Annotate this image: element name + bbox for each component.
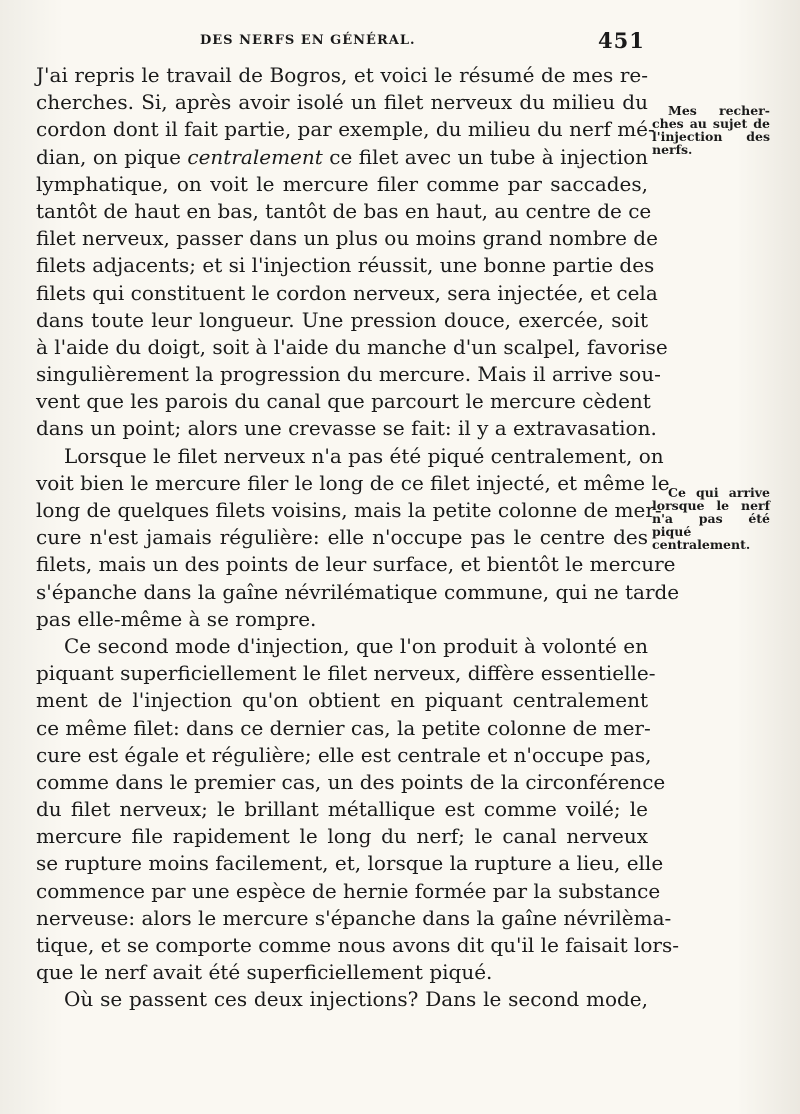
text-line: mercure file rapidement le long du nerf; le canal nerveux: [36, 824, 648, 849]
margin-note-line: centralement.: [652, 537, 751, 552]
margin-note-non-central: [652, 486, 770, 551]
text-line: cure n'est jamais régulière: elle n'occupe pas le centre des: [36, 525, 648, 550]
margin-note-line: Ce qui arrive: [668, 485, 770, 500]
text-line: J'ai repris le travail de Bogros, et voici le résumé de mes re-: [36, 63, 648, 87]
text-line: filet nerveux, passer dans un plus ou moins grand nombre de: [36, 226, 658, 251]
text-line: ment de l'injection qu'on obtient en piquant centralement: [36, 688, 648, 713]
text-line: dans toute leur longueur. Une pression douce, exercée, soit: [36, 307, 648, 332]
text-line: comme dans le premier cas, un des points de la circonférence: [36, 769, 666, 794]
margin-note-research: [652, 104, 770, 156]
text-line: tantôt de haut en bas, tantôt de bas en haut, au centre de ce: [36, 198, 652, 223]
running-head: DES NERFS EN GÉNÉRAL.: [200, 33, 416, 48]
text-line: s'épanche dans la gaîne névrilématique commune, qui ne tarde: [36, 579, 680, 604]
text-line: piquant superficiellement le filet nerveux, diffère essentielle-: [36, 661, 656, 686]
text-line: se rupture moins facilement, et, lorsque la rupture a lieu, elle: [36, 851, 664, 876]
text-fragment: ce filet avec un tube à injection: [329, 144, 649, 169]
margin-note-line: ches au sujet de: [652, 116, 770, 131]
text-fragment: dian, on pique: [36, 144, 181, 169]
text-line: Où se passent ces deux injections? Dans le second mode,: [64, 987, 648, 1012]
page-number: 451: [598, 28, 645, 53]
text-line: filets qui constituent le cordon nerveux, sera injectée, et cela: [36, 280, 658, 305]
text-line-italic-emphasis: [36, 144, 648, 171]
text-line: cordon dont il fait partie, par exemple, du milieu du nerf mé-: [36, 117, 655, 142]
margin-note-line: nerfs.: [652, 142, 693, 157]
text-line: filets adjacents; et si l'injection réussit, une bonne partie des: [36, 253, 655, 278]
text-line: tique, et se comporte comme nous avons dit qu'il le faisait lors-: [36, 933, 679, 957]
margin-note-line: lorsque le nerf: [652, 498, 770, 513]
text-line: Lorsque le filet nerveux n'a pas été piqué centralement, on: [64, 443, 664, 468]
text-line: Ce second mode d'injection, que l'on produit à volonté en: [64, 633, 648, 658]
text-line: dans un point; alors une crevasse se fait: il y a extravasation.: [36, 416, 657, 441]
text-line: pas elle-même à se rompre.: [36, 606, 317, 631]
text-line: commence par une espèce de hernie formée par la substance: [36, 878, 661, 903]
text-line: que le nerf avait été superficiellement piqué.: [36, 960, 493, 985]
text-line: vent que les parois du canal que parcourt le mercure cèdent: [36, 389, 651, 414]
text-line: lymphatique, on voit le mercure filer comme par saccades,: [36, 171, 648, 196]
text-line: singulièrement la progression du mercure. Mais il arrive sou-: [36, 362, 661, 387]
margin-note-line: Mes recher-: [668, 103, 770, 118]
italic-emphasis: centralement: [187, 144, 323, 169]
text-line: filets, mais un des points de leur surface, et bientôt le mercure: [36, 552, 676, 577]
text-line: ce même filet: dans ce dernier cas, la petite colonne de mer-: [36, 715, 651, 740]
text-line: cherches. Si, après avoir isolé un filet nerveux du milieu du: [36, 90, 648, 115]
margin-note-line: l'injection des: [652, 129, 770, 144]
text-line: nerveuse: alors le mercure s'épanche dans la gaîne névrilèma-: [36, 905, 672, 930]
text-line: à l'aide du doigt, soit à l'aide du manche d'un scalpel, favorise: [36, 334, 668, 359]
text-line: voit bien le mercure filer le long de ce filet injecté, et même le: [36, 470, 670, 495]
text-line: long de quelques filets voisins, mais la petite colonne de mer-: [36, 498, 662, 522]
text-line: cure est égale et régulière; elle est centrale et n'occupe pas,: [36, 742, 652, 767]
margin-note-line: n'a pas été piqué: [652, 511, 770, 539]
text-line: du filet nerveux; le brillant métallique est comme voilé; le: [36, 797, 648, 822]
